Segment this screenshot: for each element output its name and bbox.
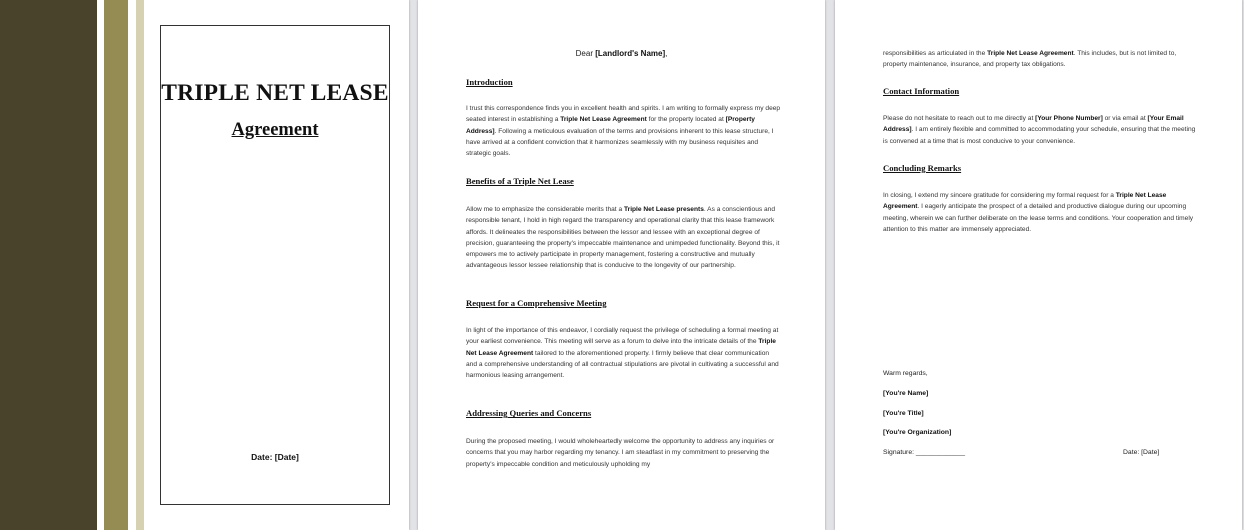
salutation: Dear [Landlord's Name], [575, 49, 668, 58]
heading-contact-information: Contact Information [883, 86, 960, 96]
cover-date: Date: [Date] [251, 452, 299, 462]
cover-subtitle: Agreement [231, 120, 319, 140]
closing-salutation: Warm regards, [883, 370, 928, 377]
cover-title: TRIPLE NET LEASE [161, 80, 389, 106]
letter-page-2 [835, 0, 1242, 530]
cover-frame [160, 25, 390, 505]
heading-concluding-remarks: Concluding Remarks [883, 163, 962, 173]
heading-introduction: Introduction [466, 77, 513, 87]
heading-benefits: Benefits of a Triple Net Lease [466, 176, 574, 186]
signer-organization: [You're Organization] [883, 429, 952, 436]
paragraph-contact-information: Please do not hesitate to reach out to me directly at [Your Phone Number] or via email at [Your Email Address]. I am entirely flexible and committed to accommodating your schedule, ensuring that the meeting is convened at a time that is most conducive to your convenience. [883, 115, 1196, 145]
letter-page-1 [418, 0, 825, 530]
cover-stripe-light [136, 0, 144, 530]
signer-title: [You're Title] [883, 410, 924, 417]
paragraph-queries-concerns: During the proposed meeting, I would wholeheartedly welcome the opportunity to address any inquiries or concerns that you may harbor regarding my tenancy. I am steadfast in my commitment to preserving the property's impeccable condition and meticulously upholding my [466, 438, 775, 468]
signature-date: Date: [Date] [1123, 449, 1160, 456]
paragraph-concluding-remarks: In closing, I extend my sincere gratitude for considering my formal request for a Triple Net Lease Agreement. I eagerly anticipate the prospect of a detailed and productive dialogue during our upcoming meeting, wherein we can further deliberate on the lease terms and conditions. Your cooperation and timely attention to this matter are immensely appreciated. [883, 192, 1194, 233]
signature-line: Signature: _____________ [883, 449, 966, 456]
landlord-name-placeholder: [Landlord's Name] [595, 49, 666, 58]
paragraph-benefits: Allow me to emphasize the considerable merits that a Triple Net Lease presents. As a conscientious and responsible tenant, I hold in high regard the transparency and operational clarity that this lease framework affords. It delineates the responsibilities between the lessor and lessee with an exceptional degree of precision, guaranteeing the property's impeccable maintenance and unimpeded functionality. Beyond this, it empowers me to actively participate in property management, fostering a constructive and mutually advantageous lessor lessee relationship that is conducive to the longevity of our partnership. [466, 206, 780, 270]
heading-request-meeting: Request for a Comprehensive Meeting [466, 298, 607, 308]
paragraph-request-meeting: In light of the importance of this endeavor, I cordially request the privilege of scheduling a formal meeting at your earliest convenience. This meeting will serve as a forum to delve into the intricate details of the Triple Net Lease Agreement tailored to the aforementioned property. I firmly believe that clear communication and a comprehensive understanding of all contractual stipulations are pivotal in cultivating a successful and harmonious leasing arrangement. [466, 327, 779, 380]
heading-queries-concerns: Addressing Queries and Concerns [466, 408, 592, 418]
paragraph-introduction: I trust this correspondence finds you in excellent health and spirits. I am writing to formally express my deep seated interest in establishing a Triple Net Lease Agreement for the property located at [Property Address]. Following a meticulous evaluation of the terms and provisions inherent to this lease structure, I have arrived at a confident conviction that it harmonizes seamlessly with my business requisites and strategic goals. [466, 105, 781, 158]
paragraph-continued: responsibilities as articulated in the Triple Net Lease Agreement. This includes, but is not limited to, property maintenance, insurance, and property tax obligations. [883, 50, 1177, 69]
cover-stripe-olive [104, 0, 128, 530]
cover-page [0, 0, 409, 530]
cover-stripe-dark [0, 0, 97, 530]
signer-name: [You're Name] [883, 390, 929, 397]
